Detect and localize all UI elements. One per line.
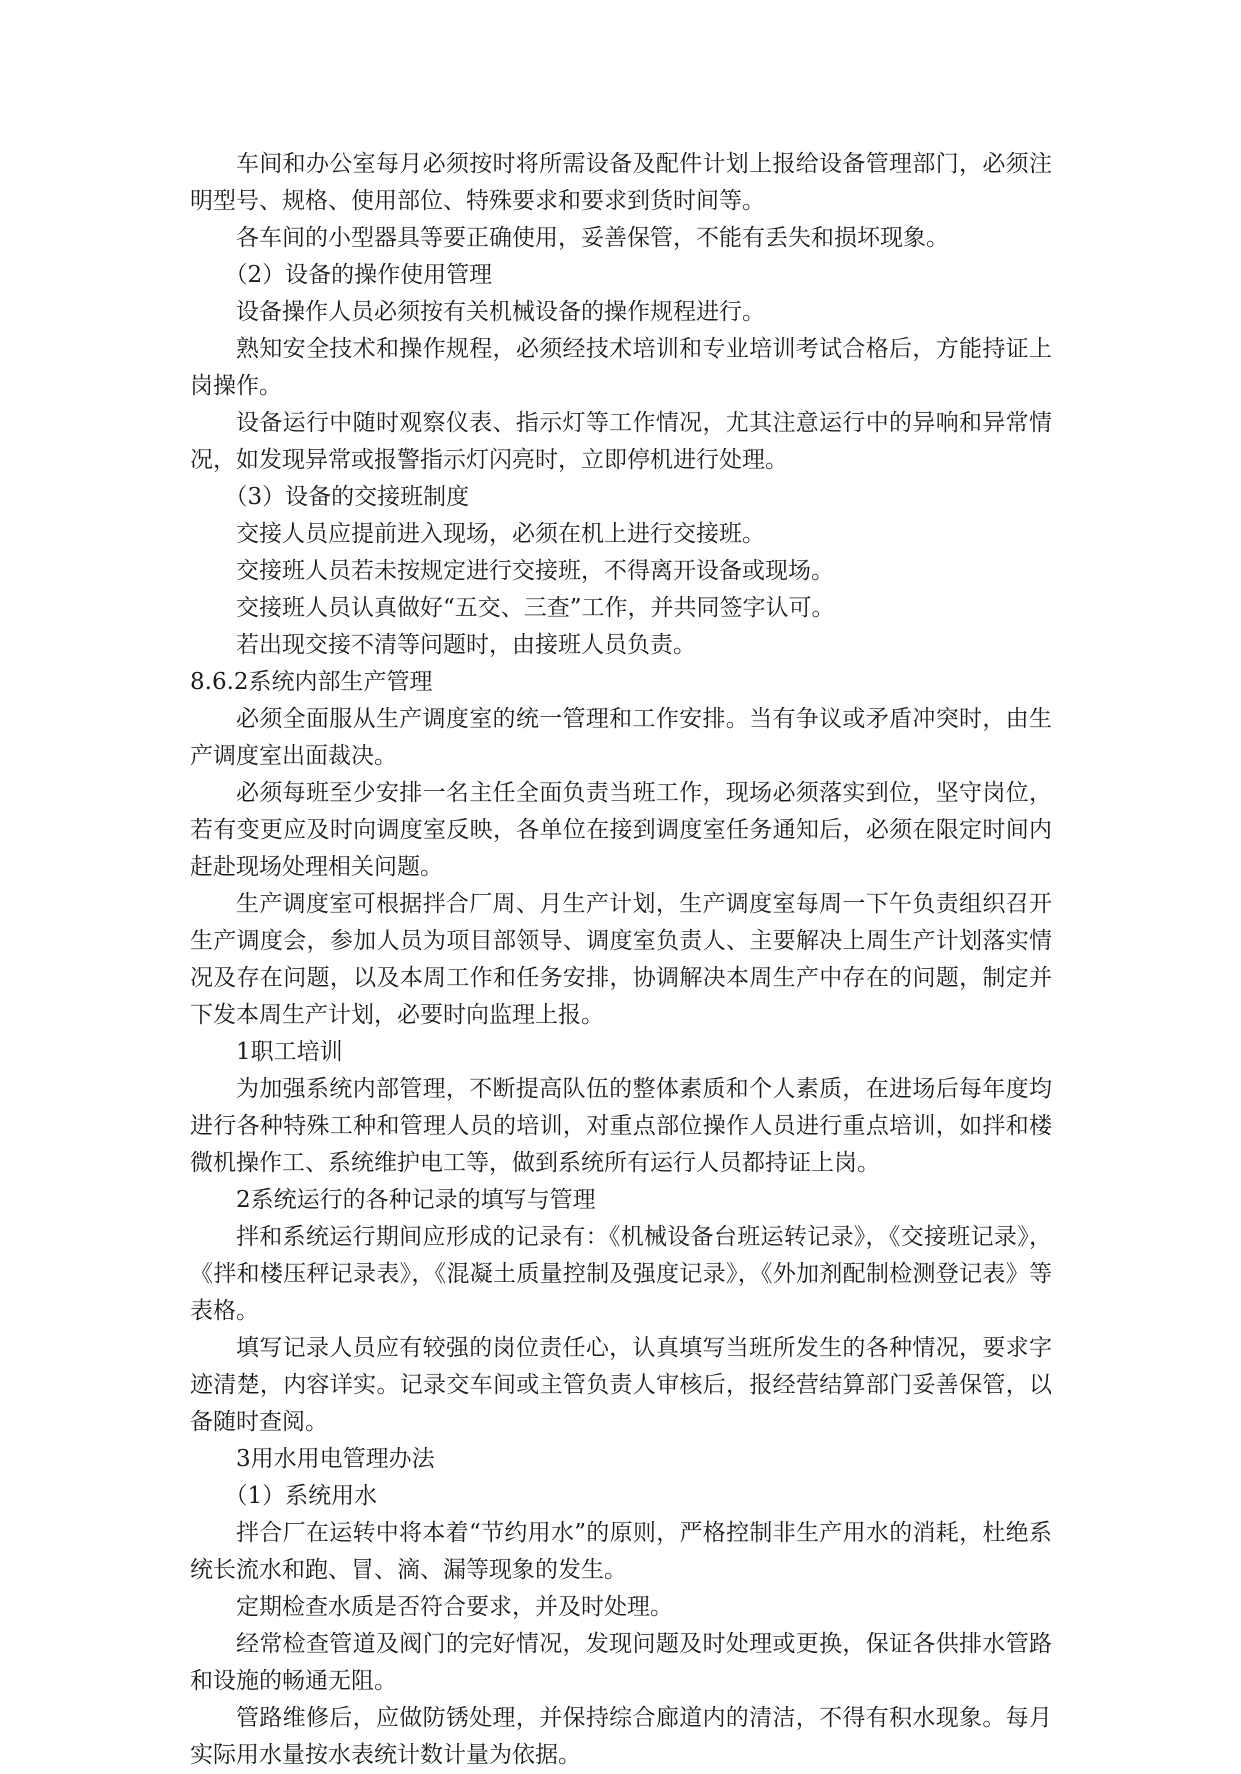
paragraph: 填写记录人员应有较强的岗位责任心，认真填写当班所发生的各种情况，要求字迹清楚，内容详实。记录交车间或主管负责人审核后，报经营结算部门妥善保管，以备随时查阅。 [190,1335,1052,1435]
paragraph: 管路维修后，应做防锈处理，并保持综合廊道内的清洁，不得有积水现象。每月实际用水量按水表统计数计量为依据。 [190,1705,1052,1768]
paragraph: 交接人员应提前进入现场，必须在机上进行交接班。 [236,521,765,547]
paragraph: 为加强系统内部管理，不断提高队伍的整体素质和个人素质，在进场后每年度均进行各种特殊工种和管理人员的培训，对重点部位操作人员进行重点培训，如拌和楼微机操作工、系统维护电工等，做到系统所有运行人员都持证上岗。 [190,1076,1052,1176]
paragraph: 定期检查水质是否符合要求，并及时处理。 [236,1594,673,1620]
paragraph: 各车间的小型器具等要正确使用，妥善保管，不能有丢失和损坏现象。 [236,225,949,251]
subheading: （3）设备的交接班制度 [224,484,470,510]
numbered-heading: 3用水用电管理办法 [236,1446,435,1472]
document-page [190,146,1052,1774]
paragraph: 拌和系统运行期间应形成的记录有：《机械设备台班运转记录》，《交接班记录》，《拌和楼压秤记录表》，《混凝土质量控制及强度记录》，《外加剂配制检测登记表》等表格。 [190,1224,1052,1324]
paragraph: 经常检查管道及阀门的完好情况，发现问题及时处理或更换，保证各供排水管路和设施的畅通无阻。 [190,1631,1052,1694]
paragraph: 设备操作人员必须按有关机械设备的操作规程进行。 [236,299,765,325]
paragraph: 车间和办公室每月必须按时将所需设备及配件计划上报给设备管理部门，必须注明型号、规格、使用部位、特殊要求和要求到货时间等。 [190,151,1052,214]
paragraph: 设备运行中随时观察仪表、指示灯等工作情况，尤其注意运行中的异响和异常情况，如发现异常或报警指示灯闪亮时，立即停机进行处理。 [190,410,1052,473]
paragraph: 必须全面服从生产调度室的统一管理和工作安排。当有争议或矛盾冲突时，由生产调度室出面裁决。 [190,706,1052,769]
paragraph: 交接班人员若未按规定进行交接班，不得离开设备或现场。 [236,558,834,584]
paragraph: 拌合厂在运转中将本着“节约用水”的原则，严格控制非生产用水的消耗，杜绝系统长流水和跑、冒、滴、漏等现象的发生。 [190,1520,1052,1583]
subheading: （2）设备的操作使用管理 [224,262,493,288]
paragraph: 若出现交接不清等问题时，由接班人员负责。 [236,632,696,658]
numbered-heading: 2系统运行的各种记录的填写与管理 [236,1187,596,1213]
paragraph: 生产调度室可根据拌合厂周、月生产计划，生产调度室每周一下午负责组织召开生产调度会，参加人员为项目部领导、调度室负责人、主要解决上周生产计划落实情况及存在问题，以及本周工作和任务安排，协调解决本周生产中存在的问题，制定并下发本周生产计划，必要时向监理上报。 [190,891,1052,1028]
paragraph: 熟知安全技术和操作规程，必须经技术培训和专业培训考试合格后，方能持证上岗操作。 [190,336,1052,399]
numbered-heading: 1职工培训 [236,1039,343,1065]
subheading: （1）系统用水 [224,1483,378,1509]
section-heading: 8.6.2系统内部生产管理 [190,669,433,695]
paragraph: 交接班人员认真做好“五交、三查”工作，并共同签字认可。 [236,595,835,621]
paragraph: 必须每班至少安排一名主任全面负责当班工作，现场必须落实到位，坚守岗位，若有变更应及时向调度室反映，各单位在接到调度室任务通知后，必须在限定时间内赶赴现场处理相关问题。 [190,780,1052,880]
